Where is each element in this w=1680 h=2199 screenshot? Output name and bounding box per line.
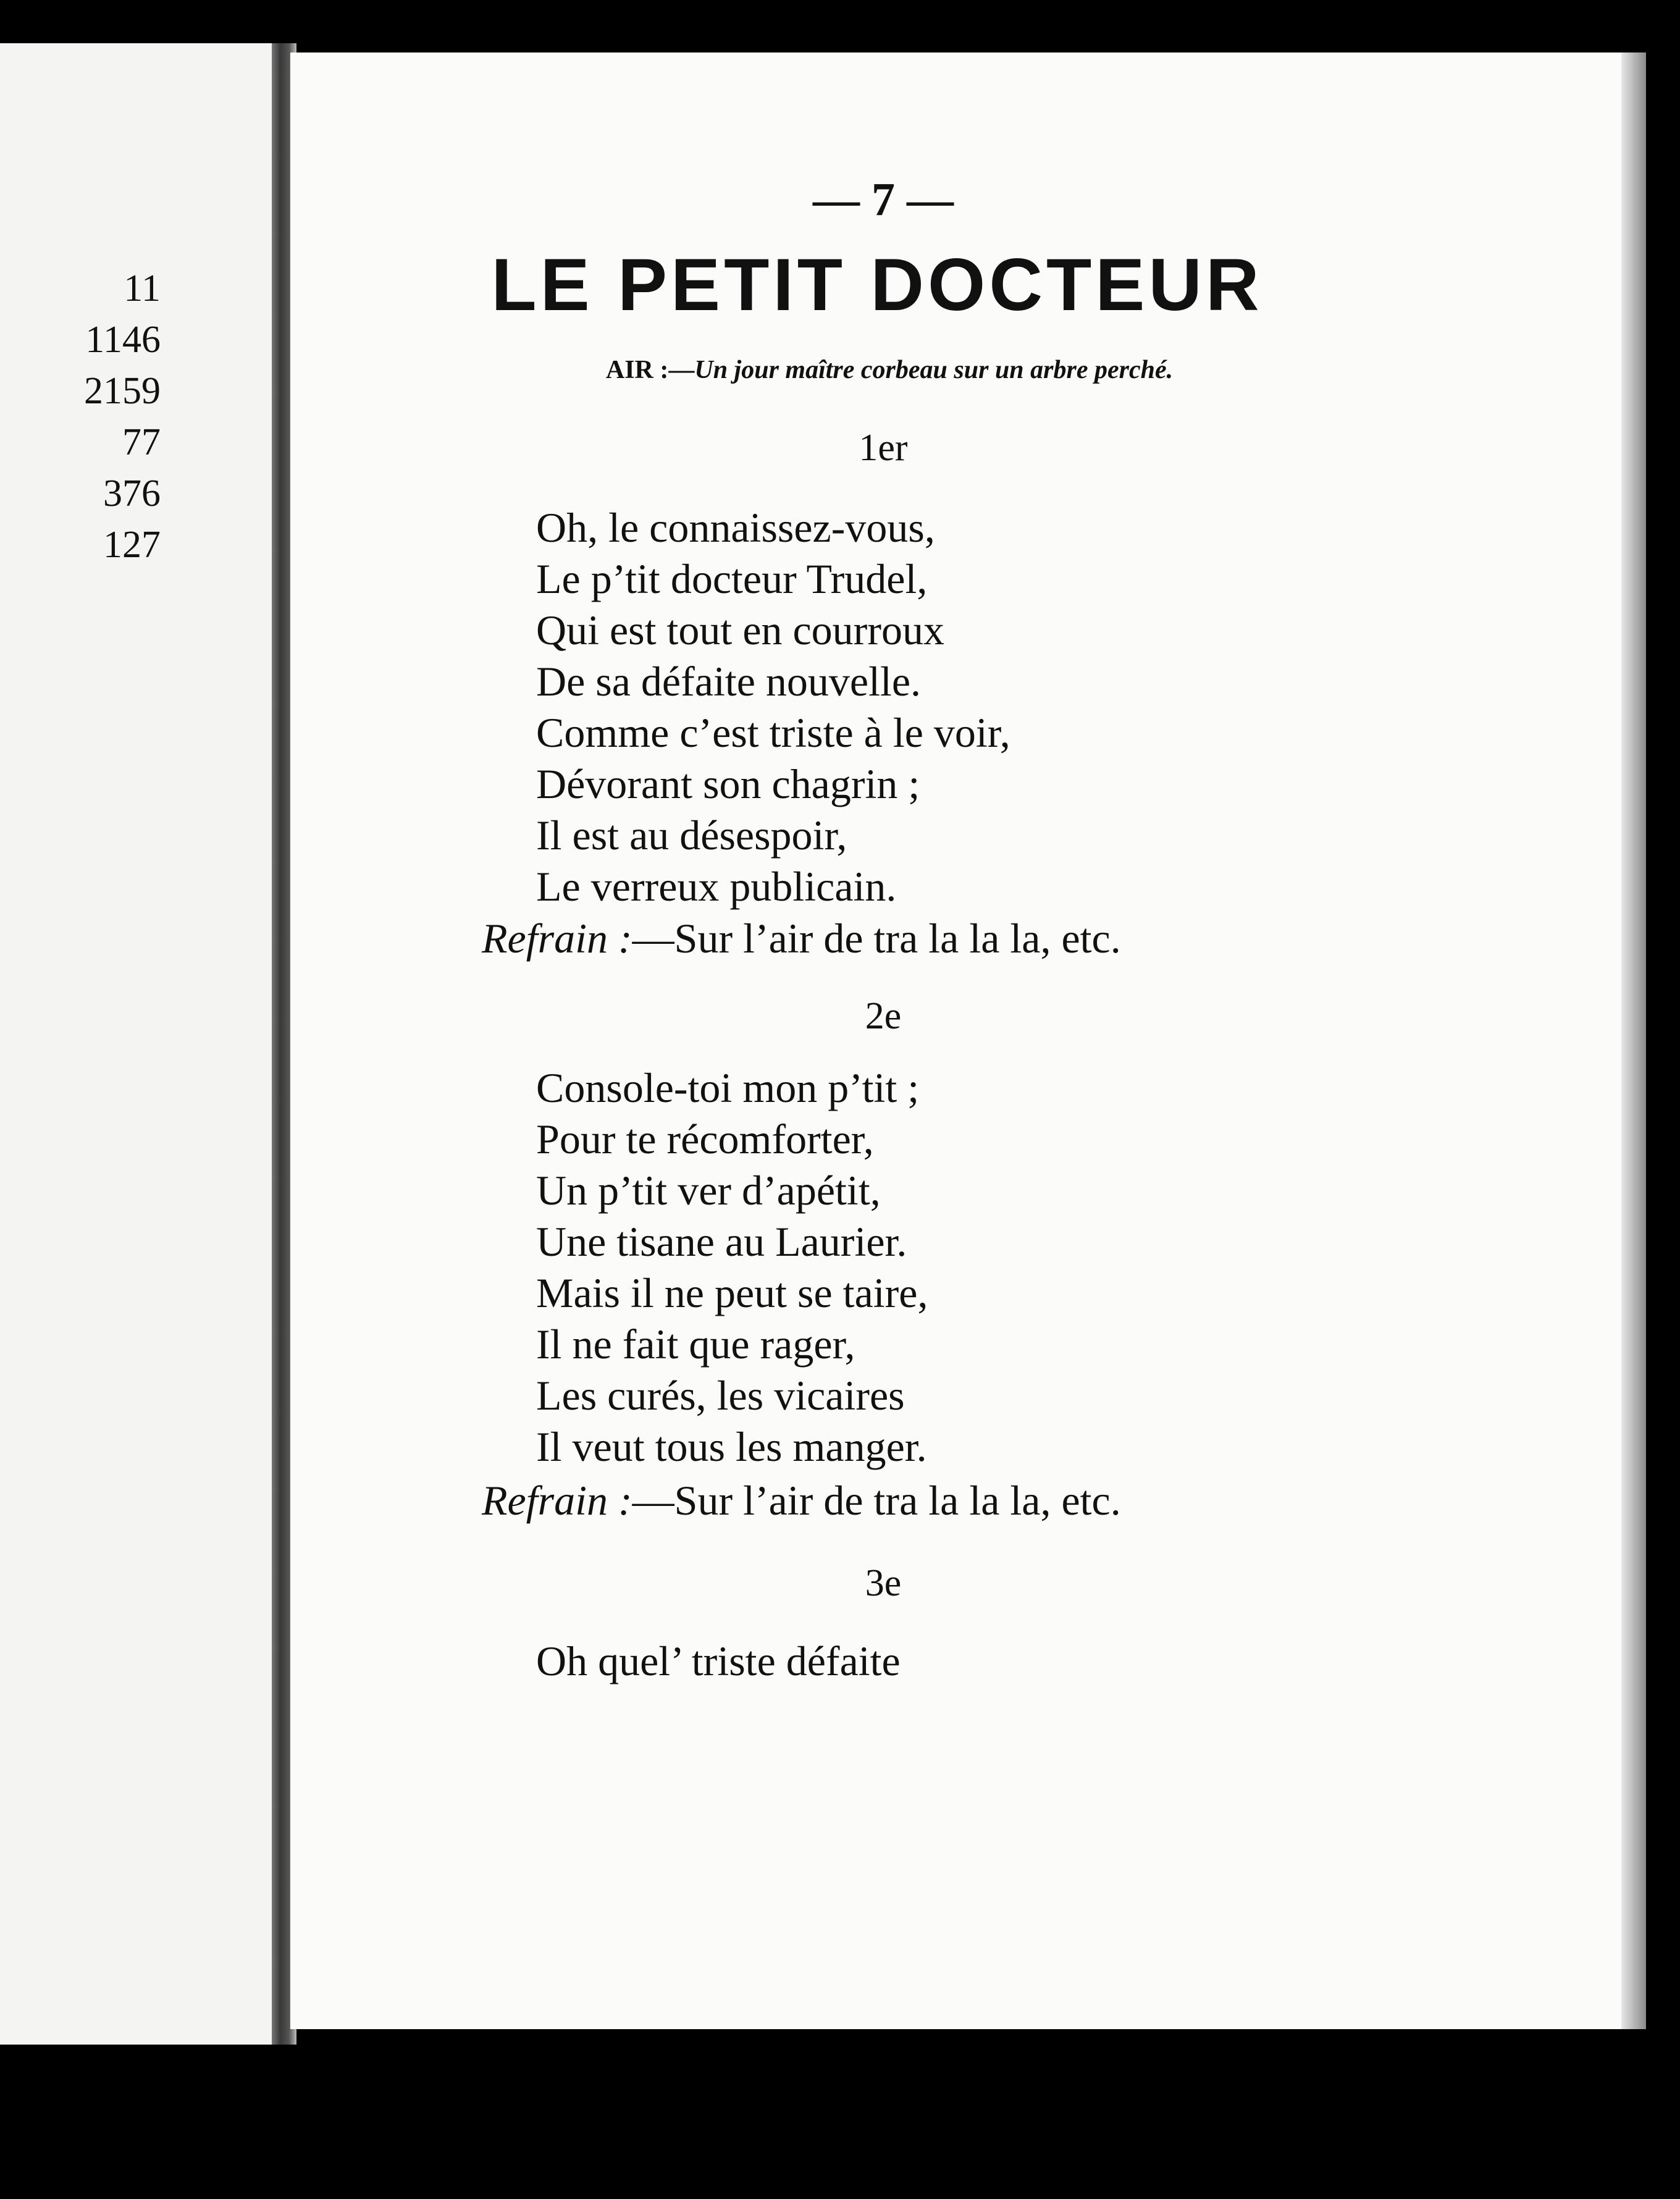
left-page-number: 11 [124, 267, 161, 309]
verse-line: Comme c’est triste à le voir, [536, 709, 1010, 756]
verse-number: 2e [865, 995, 902, 1037]
verse-line: Il veut tous les manger. [536, 1423, 927, 1470]
refrain-label: Refrain : [482, 1477, 632, 1524]
verse-number: 1er [859, 427, 908, 469]
left-page-number: 376 [103, 473, 161, 515]
verse-line: Un p’tit ver d’apétit, [536, 1167, 881, 1214]
verse-line: Qui est tout en courroux [536, 607, 944, 654]
verse-line: Une tisane au Laurier. [536, 1218, 907, 1265]
refrain-line [482, 914, 1346, 963]
air-label: AIR :— [605, 356, 695, 384]
verse-line: Mais il ne peut se taire, [536, 1269, 928, 1316]
left-facing-page [0, 43, 272, 2045]
page-title: LE PETIT DOCTEUR [491, 243, 1263, 326]
air-line [488, 355, 1291, 385]
verse-line: Oh quel’ triste défaite [536, 1638, 901, 1684]
verse-line: Le verreux publicain. [536, 863, 897, 910]
verse-line: De sa défaite nouvelle. [536, 658, 922, 705]
refrain-line [482, 1476, 1346, 1525]
left-page-number: 2159 [84, 370, 161, 412]
verse-line: Le p’tit docteur Trudel, [536, 555, 928, 602]
left-page-number: 77 [122, 421, 161, 463]
page-edge [1621, 53, 1646, 2029]
verse-line: Oh, le connaissez-vous, [536, 504, 935, 551]
refrain-label: Refrain : [482, 915, 632, 962]
air-text: Un jour maître corbeau sur un arbre perché. [694, 356, 1174, 384]
verse-line: Pour te récomforter, [536, 1116, 874, 1163]
verse-line: Il ne fait que rager, [536, 1321, 855, 1368]
verse-line: Il est au désespoir, [536, 812, 847, 859]
refrain-text: —Sur l’air de tra la la la, etc. [632, 1477, 1121, 1524]
verse-line: Console-toi mon p’tit ; [536, 1064, 920, 1111]
page-number: — 7 — [813, 174, 954, 225]
verse-line: Les curés, les vicaires [536, 1372, 905, 1419]
left-page-number: 127 [103, 524, 161, 566]
verse-line: Dévorant son chagrin ; [536, 760, 920, 807]
refrain-text: —Sur l’air de tra la la la, etc. [632, 915, 1121, 962]
main-page [290, 53, 1624, 2029]
verse-number: 3e [865, 1562, 902, 1604]
left-page-number: 1146 [85, 319, 161, 361]
